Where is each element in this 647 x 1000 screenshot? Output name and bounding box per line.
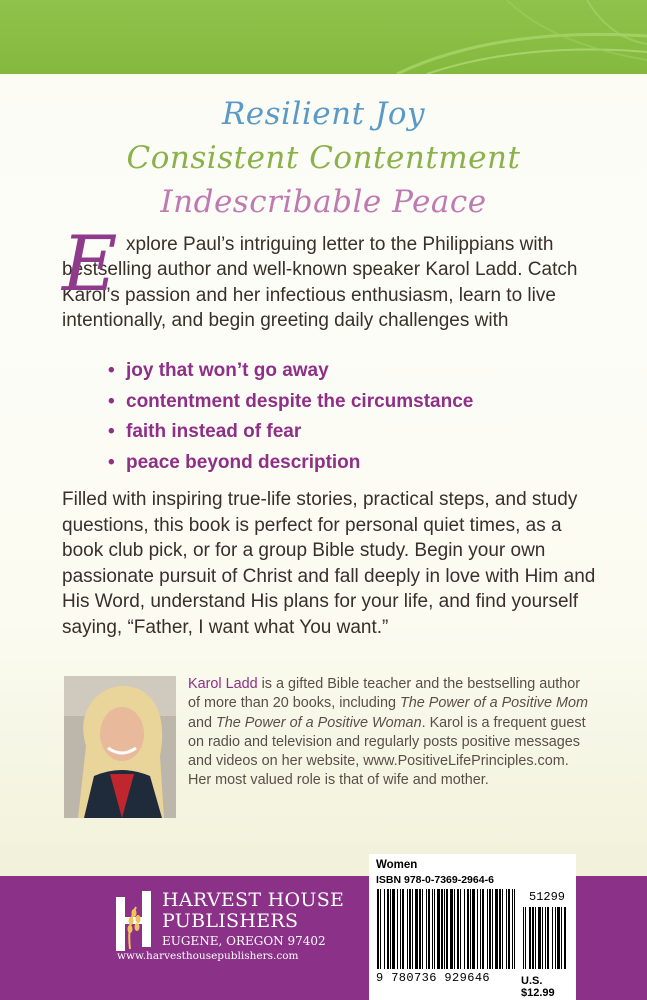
intro-text: xplore Paul’s intriguing letter to the Philippians with bestselling author and well-known speaker Karol Ladd. Catch Karol’s passion and her infectious enthusiasm, learn to live intentionally, and begin greeting daily challenges with (62, 234, 578, 332)
drop-cap: E (62, 219, 118, 308)
intro-paragraph (62, 219, 592, 334)
tagline-indescribable-peace: Indescribable Peace (160, 184, 487, 220)
description-paragraph: Filled with inspiring true-life stories, practical steps, and study questions, this book is perfect for personal quiet times, as a book club pick, or for a group Bible study. Begin your own passionate pursuit of Christ and fall deeply in love with Him and His Word, understand His plans for your life, and find yourself saying, “Father, I want what You want.” (62, 489, 596, 638)
author-bio: Karol Ladd is a gifted Bible teacher and the bestselling author of more than 20 books, including The Power of a Positive Mom and The Power of a Positive Woman. Karol is a frequent guest on radio and television and regularly posts positive messages and videos on her website, www.PositiveLifePrinciples.com. Her most valued role is that of wife and mother. (188, 676, 588, 789)
book-category: Women (376, 859, 418, 871)
bullet-icon: • (108, 360, 115, 381)
barcode-digits: 9 780736 929646 (376, 971, 491, 985)
publisher-name: HARVEST HOUSE PUBLISHERS (162, 889, 345, 932)
publisher-location: EUGENE, OREGON 97402 (162, 934, 326, 948)
publisher-url: www.harvesthousepublishers.com (117, 950, 299, 962)
book-title: The Power of a Positive Mom (400, 695, 588, 712)
bullet-icon: • (108, 451, 115, 473)
author-name: Karol Ladd (188, 676, 258, 692)
benefits-list (108, 356, 473, 478)
list-item: • faith instead of fear (108, 417, 473, 448)
bullet-icon: • (108, 421, 115, 442)
author-photo (64, 676, 176, 818)
list-item: • contentment despite the circumstance (108, 387, 473, 418)
harvest-house-logo-icon (110, 889, 166, 957)
isbn-number: ISBN 978-0-7369-2964-6 (376, 874, 494, 886)
grass-swirl-decoration (387, 0, 647, 74)
top-green-band (0, 0, 647, 74)
barcode-box (369, 854, 576, 1000)
barcode-addon-digits: 51299 (529, 890, 566, 904)
list-item: • peace beyond description (108, 448, 473, 479)
author-portrait-icon (64, 676, 176, 818)
list-item: • joy that won’t go away (108, 356, 473, 387)
tagline-consistent-contentment: Consistent Contentment (126, 140, 521, 176)
price-label: U.S. $12.99 (521, 975, 555, 999)
book-title: The Power of a Positive Woman (216, 714, 422, 731)
bullet-icon: • (108, 390, 115, 412)
tagline-resilient-joy: Resilient Joy (221, 96, 426, 132)
